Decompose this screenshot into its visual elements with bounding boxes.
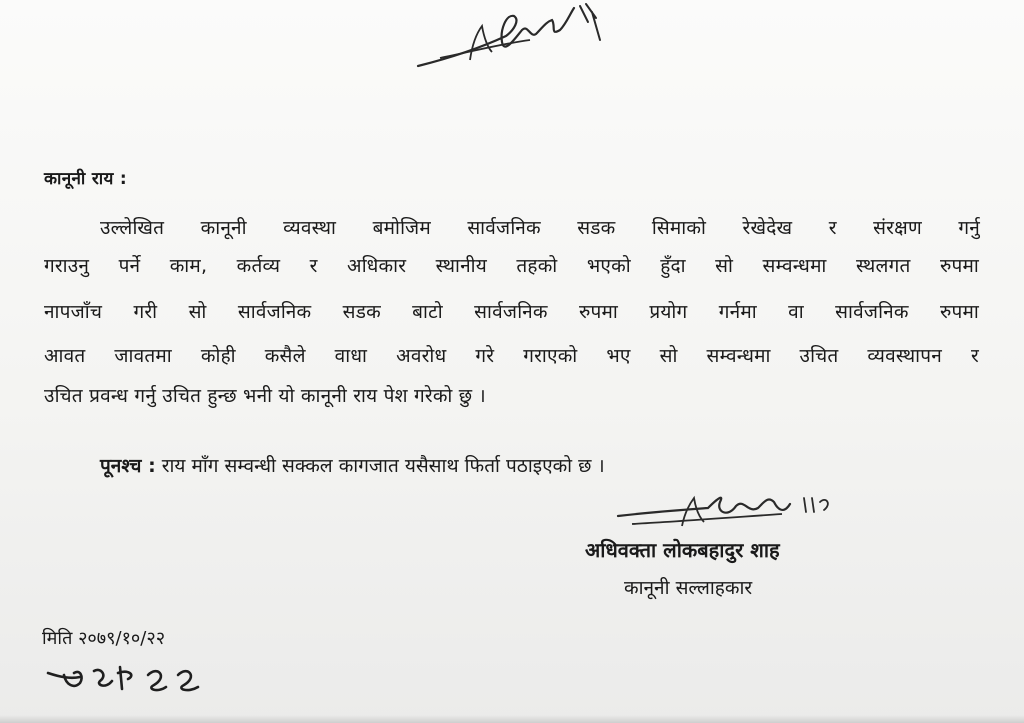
signature-top [410, 0, 610, 75]
postscript-label: पूनश्च : [100, 455, 156, 477]
opinion-line-2: गराउनु पर्ने काम, कर्तव्य र अधिकार स्थानीय तहको भएको हुँदा सो सम्वन्धमा स्थलगत रुपमा [44, 255, 979, 277]
postscript [100, 452, 605, 478]
signer-title: कानूनी सल्लाहकार [624, 577, 753, 599]
legal-opinion-heading: कानूनी राय : [44, 169, 127, 189]
opinion-line-5: उचित प्रवन्ध गर्नु उचित हुन्छ भनी यो कानूनी राय पेश गरेको छु । [44, 385, 486, 407]
signature-bottom [612, 488, 852, 536]
opinion-line-3: नापजाँच गरी सो सार्वजनिक सडक बाटो सार्वजनिक रुपमा प्रयोग गर्नमा वा सार्वजनिक रुपमा [44, 301, 979, 323]
postscript-text: राय माँग सम्वन्धी सक्कल कागजात यसैसाथ फिर्ता पठाइएको छ । [155, 455, 605, 477]
page-bottom-shadow [0, 715, 1024, 723]
opinion-line-1: उल्लेखित कानूनी व्यवस्था बमोजिम सार्वजनिक सडक सिमाको रेखेदेख र संरक्षण गर्नु [100, 217, 980, 239]
signer-name: अधिवक्ता लोकबहादुर शाह [585, 538, 780, 562]
document-date: मिति २०७९/१०/२२ [42, 628, 166, 649]
opinion-line-4: आवत जावतमा कोही कसैले वाधा अवरोध गरे गराएको भए सो सम्वन्धमा उचित व्यवस्थापन र [44, 345, 979, 367]
handwritten-reference-number [40, 655, 220, 703]
